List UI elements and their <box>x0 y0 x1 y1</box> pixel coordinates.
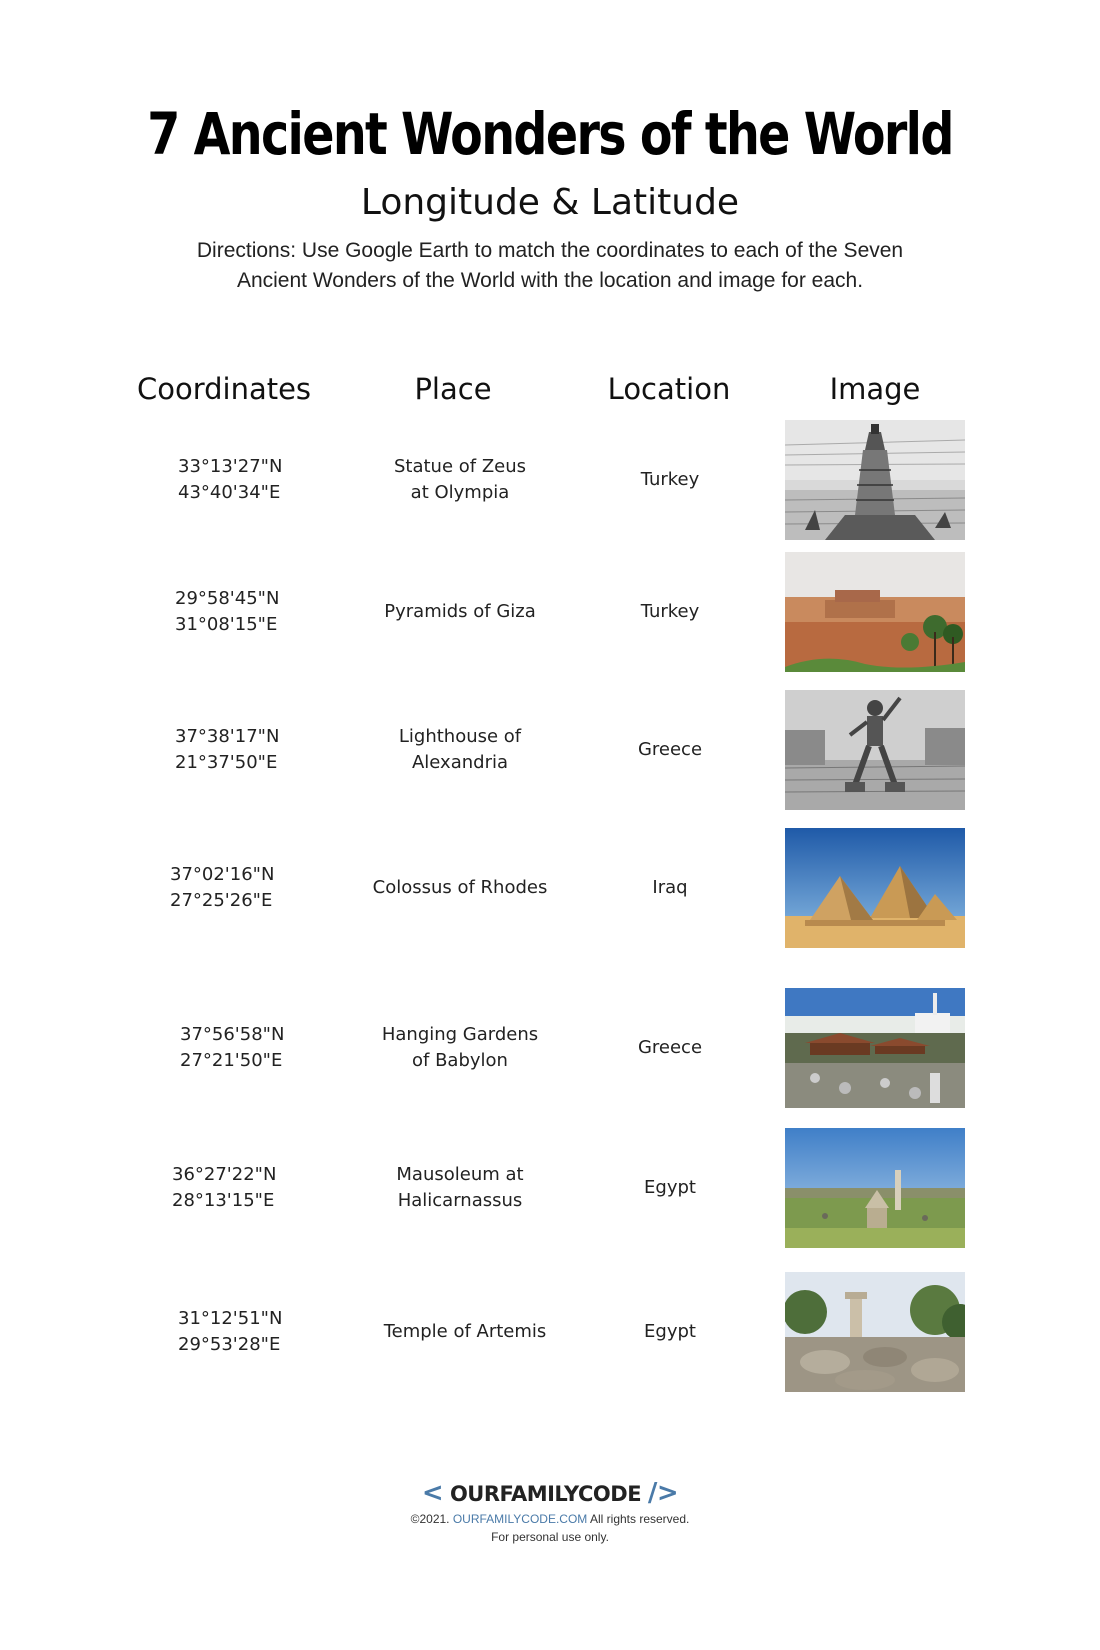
location-cell: Egypt <box>644 1321 696 1342</box>
coordinates-cell <box>175 552 335 672</box>
latitude: 31°12'51"N <box>178 1308 283 1329</box>
table-row <box>0 690 1100 810</box>
coordinates-cell <box>172 1128 332 1248</box>
table-row <box>0 828 1100 948</box>
coordinates-cell <box>175 690 335 810</box>
latitude: 37°38'17"N <box>175 726 280 747</box>
place-line: Halicarnassus <box>397 1190 523 1211</box>
artemis-site-photo-image <box>785 1128 965 1248</box>
logo-right-bracket: /> <box>647 1478 679 1508</box>
olympia-ruins-photo-image <box>785 1272 965 1392</box>
place-line: at Olympia <box>410 482 510 503</box>
coordinates-cell <box>180 988 340 1108</box>
engraving-lighthouse-image <box>785 420 965 540</box>
place-cell <box>330 690 590 810</box>
place-cell <box>330 1128 590 1248</box>
directions-line-2: Ancient Wonders of the World with the location and image for each. <box>236 269 864 292</box>
column-header-place: Place <box>414 372 492 406</box>
longitude: 28°13'15"E <box>172 1190 275 1211</box>
pyramids-photo-image <box>785 828 965 948</box>
hanging-gardens-painting-image <box>785 552 965 672</box>
table-row <box>0 420 1100 540</box>
place-line: Alexandria <box>411 752 509 773</box>
location-cell: Turkey <box>640 601 700 622</box>
longitude: 29°53'28"E <box>178 1334 281 1355</box>
mausoleum-ruins-photo-image <box>785 988 965 1108</box>
latitude: 36°27'22"N <box>172 1164 277 1185</box>
place-line: Temple of Artemis <box>383 1321 547 1342</box>
latitude: 37°02'16"N <box>170 864 275 885</box>
location-cell: Greece <box>637 739 703 760</box>
directions-line-1: Directions: Use Google Earth to match the coordinates to each of the Seven <box>196 239 904 262</box>
place-line: Mausoleum at <box>396 1164 524 1185</box>
directions-text <box>150 236 950 296</box>
copyright-suffix: All rights reserved. <box>589 1512 690 1526</box>
place-line: Statue of Zeus <box>393 456 527 477</box>
table-row <box>0 1128 1100 1248</box>
longitude: 27°25'26"E <box>170 890 273 911</box>
logo-text: OURFAMILYCODE <box>449 1482 642 1506</box>
latitude: 29°58'45"N <box>175 588 280 609</box>
copyright-line <box>0 1512 1100 1526</box>
brand-logo <box>0 1478 1100 1508</box>
table-row <box>0 988 1100 1108</box>
place-line: Hanging Gardens <box>381 1024 539 1045</box>
page-title: 7 Ancient Wonders of the World <box>147 100 953 168</box>
latitude: 33°13'27"N <box>178 456 283 477</box>
location-cell: Greece <box>637 1037 703 1058</box>
place-line: of Babylon <box>412 1050 508 1071</box>
latitude: 37°56'58"N <box>180 1024 285 1045</box>
table-row <box>0 1272 1100 1392</box>
table-row <box>0 552 1100 672</box>
place-cell <box>340 420 580 540</box>
place-cell <box>330 988 590 1108</box>
coordinates-cell <box>178 1272 338 1392</box>
logo-left-bracket: < <box>421 1478 444 1508</box>
page-subtitle: Longitude & Latitude <box>360 182 740 223</box>
location-cell: Egypt <box>644 1177 696 1198</box>
copyright-prefix: ©2021. <box>410 1512 450 1526</box>
longitude: 43°40'34"E <box>178 482 281 503</box>
longitude: 21°37'50"E <box>175 752 278 773</box>
column-header-location: Location <box>607 372 731 406</box>
place-cell <box>330 552 590 672</box>
place-line: Colossus of Rhodes <box>372 877 548 898</box>
place-line: Pyramids of Giza <box>384 601 536 622</box>
personal-use-note: For personal use only. <box>491 1530 609 1544</box>
location-cell: Iraq <box>652 877 688 898</box>
colossus-engraving-image <box>785 690 965 810</box>
coordinates-cell <box>178 420 338 540</box>
place-cell <box>335 1272 595 1392</box>
column-header-image: Image <box>829 372 921 406</box>
longitude: 27°21'50"E <box>180 1050 283 1071</box>
website-link[interactable]: OURFAMILYCODE.COM <box>452 1512 588 1526</box>
column-header-coordinates: Coordinates <box>136 372 312 406</box>
longitude: 31°08'15"E <box>175 614 278 635</box>
coordinates-cell <box>170 828 330 948</box>
place-line: Lighthouse of <box>398 726 522 747</box>
location-cell: Turkey <box>640 469 700 490</box>
place-cell <box>330 828 590 948</box>
